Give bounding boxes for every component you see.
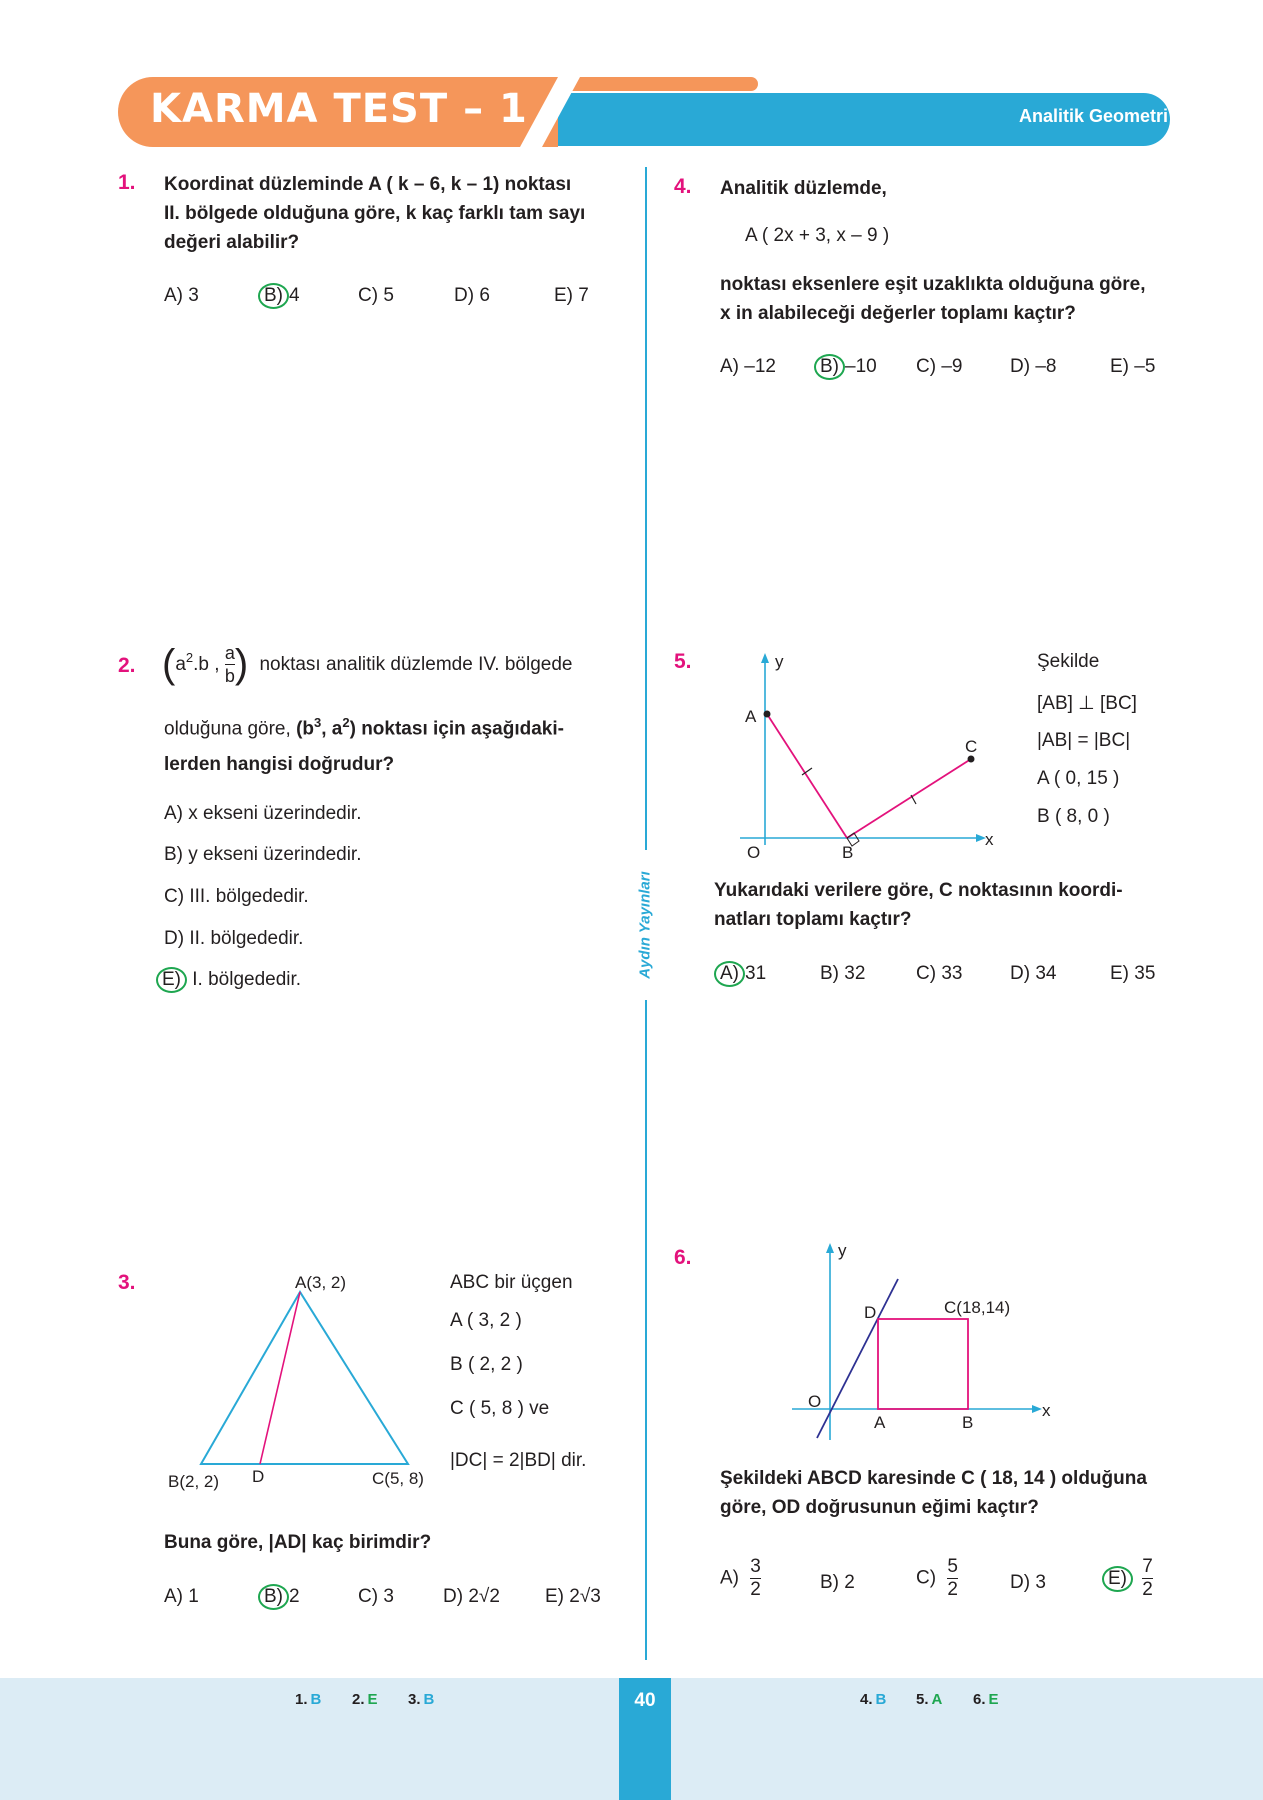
segment-bc [847,759,971,838]
q4-line3: x in alabileceği değerler toplamı kaçtır? [720,303,1076,324]
q6-number: 6. [674,1246,692,1269]
square-abcd [878,1319,968,1409]
line-od [817,1279,898,1438]
label-o: O [747,843,761,862]
answer-key-4: 4. B [860,1691,887,1708]
q1-option-c[interactable]: C) 5 [358,285,394,306]
q3-option-d[interactable]: D) 2√2 [443,1586,500,1607]
q1-line2: II. bölgede olduğuna göre, k kaç farklı tam sayı [164,203,586,224]
q6-coordinate-figure [780,1235,1070,1445]
q3-given-4: C ( 5, 8 ) ve [450,1398,550,1419]
q5-option-b[interactable]: B) 32 [820,963,866,984]
q5-given-3: |AB| = |BC| [1037,730,1131,751]
q1-text [164,170,585,257]
q3-given-2: A ( 3, 2 ) [450,1310,522,1331]
q3-question: Buna göre, |AD| kaç birimdir? [164,1532,432,1553]
q3-given-1: ABC bir üçgen [450,1272,573,1293]
label-a: A [874,1413,886,1432]
q4-option-d[interactable]: D) –8 [1010,356,1057,377]
q3-option-b[interactable]: B) 2 [258,1584,300,1610]
q4-point: A ( 2x + 3, x – 9 ) [745,225,890,246]
q2-option-b[interactable]: B) y ekseni üzerindedir. [164,844,362,865]
q5-coordinate-figure [730,645,1000,865]
selected-answer-circle: A) [714,961,745,987]
q2-option-d[interactable]: D) II. bölgededir. [164,928,304,949]
q1-line3: değeri alabilir? [164,232,300,253]
q1-option-a[interactable]: A) 3 [164,285,199,306]
q1-number: 1. [118,171,136,194]
label-x: x [985,830,994,849]
q6-option-b[interactable]: B) 2 [820,1572,855,1593]
q5-line1: Yukarıdaki verilere göre, C noktasının koordi- [714,880,1123,901]
q6-option-e[interactable]: E) $\frac{7}{2}$ [1102,1556,1153,1601]
q5-number: 5. [674,650,692,673]
label-y: y [838,1241,847,1260]
q3-number: 3. [118,1271,136,1294]
q2-option-e[interactable]: E) I. bölgededir. [156,967,301,993]
q3-option-c[interactable]: C) 3 [358,1586,394,1607]
q3-option-a[interactable]: A) 1 [164,1586,199,1607]
q1-option-d[interactable]: D) 6 [454,285,490,306]
label-x: x [1042,1401,1051,1420]
q5-option-c[interactable]: C) 33 [916,963,963,984]
brand-vertical-text: Aydın Yayınları [636,871,654,979]
segment-ad [260,1292,300,1464]
header-accent-strip [550,77,758,91]
label-c: C(18,14) [944,1298,1011,1317]
q5-given-4: A ( 0, 15 ) [1037,768,1120,789]
q6-line1: Şekildeki ABCD karesinde C ( 18, 14 ) olduğuna [720,1468,1147,1489]
q5-given-2: [AB] ⊥ [BC] [1037,693,1137,714]
q1-option-e[interactable]: E) 7 [554,285,589,306]
q3-triangle-figure [160,1268,440,1498]
q6-option-a[interactable]: A) $\frac{3}{2}$ [720,1556,761,1600]
selected-answer-circle: B) [258,283,289,309]
q4-option-c[interactable]: C) –9 [916,356,963,377]
label-c: C(5, 8) [372,1469,424,1488]
label-a: A(3, 2) [295,1273,347,1292]
q6-text [720,1464,1147,1522]
label-b: B [842,843,854,862]
q5-line2: natları toplamı kaçtır? [714,909,912,930]
q2-number: 2. [118,654,136,677]
q5-option-e[interactable]: E) 35 [1110,963,1156,984]
q5-option-a[interactable]: A) 31 [714,961,766,987]
page-subtitle: Analitik Geometri [1018,106,1168,126]
q5-text [714,876,1123,934]
q5-option-d[interactable]: D) 34 [1010,963,1057,984]
q4-line1: Analitik düzlemde, [720,178,887,199]
q4-text [720,270,1146,328]
selected-answer-circle: E) [1102,1566,1133,1592]
q2-line3: lerden hangisi doğrudur? [164,754,395,775]
q4-number: 4. [674,175,692,198]
label-y: y [775,652,784,671]
answer-key-6: 6. E [973,1691,999,1708]
q2-line2: olduğuna göre, ($b^3$, $a^2$) noktası için aşağıdaki- [164,715,564,740]
answer-key-1: 1. B [295,1691,322,1708]
label-b: B(2, 2) [168,1472,220,1491]
answer-key-5: 5. A [916,1691,943,1708]
q6-option-d[interactable]: D) 3 [1010,1572,1046,1593]
q2-option-a[interactable]: A) x ekseni üzerindedir. [164,803,362,824]
segment-ab [767,714,847,838]
q6-line2: göre, OD doğrusunun eğimi kaçtır? [720,1497,1039,1518]
q3-given-5: |DC| = 2|BD| dir. [450,1450,587,1471]
label-c: C [965,737,978,756]
selected-answer-circle: B) [814,354,845,380]
page-number: 40 [634,1690,656,1711]
q3-given-3: B ( 2, 2 ) [450,1354,523,1375]
label-b: B [962,1413,974,1432]
label-d: D [864,1303,877,1322]
q1-option-b[interactable]: B) 4 [258,283,300,309]
page-title: KARMA TEST – 1 [150,86,528,132]
q3-option-e[interactable]: E) 2√3 [545,1586,601,1607]
q5-given-5: B ( 8, 0 ) [1037,806,1110,827]
triangle-abc [201,1292,408,1464]
label-o: O [808,1392,822,1411]
q4-line2: noktası eksenlere eşit uzaklıkta olduğuna göre, [720,274,1146,295]
label-a: A [745,707,757,726]
q6-option-c[interactable]: C) $\frac{5}{2}$ [916,1556,958,1600]
header-slant-divider [520,77,580,147]
label-d: D [252,1467,265,1486]
q2-option-c[interactable]: C) III. bölgededir. [164,886,309,907]
selected-answer-circle: B) [258,1584,289,1610]
q5-given-1: Şekilde [1037,651,1100,672]
selected-answer-circle: E) [156,967,187,993]
q4-option-e[interactable]: E) –5 [1110,356,1156,377]
q4-option-a[interactable]: A) –12 [720,356,776,377]
q2-line1: ($a^2.b$ , $\frac{a}{b}$ ) noktası analitik düzlemde IV. bölgede [162,642,573,686]
q4-option-b[interactable]: B) –10 [814,354,877,380]
answer-key-3: 3. B [408,1691,435,1708]
q1-line1: Koordinat düzleminde A ( k – 6, k – 1) noktası [164,174,572,195]
answer-key-2: 2. E [352,1691,378,1708]
